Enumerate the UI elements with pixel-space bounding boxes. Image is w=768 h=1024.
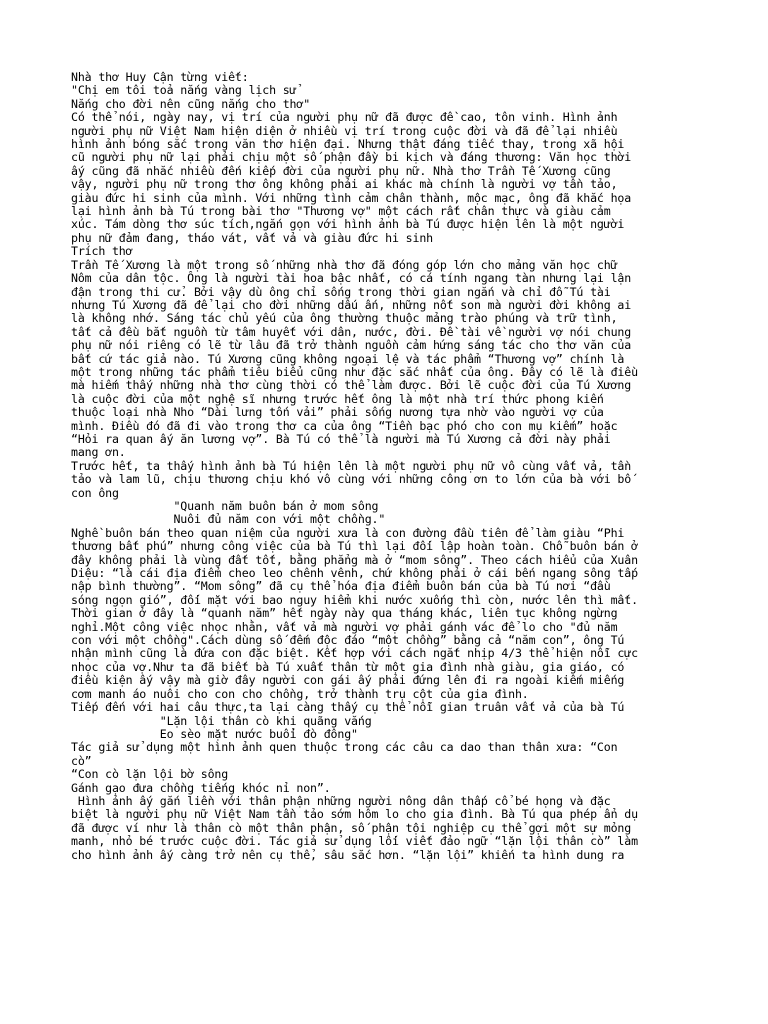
text-line: Tác giả sử dụng một hình ảnh quen thuộc trong các câu ca dao than thân xưa: “Con: [71, 740, 618, 755]
document-body: [71, 71, 761, 862]
text-line: Gánh gạo đưa chồng tiếng khóc nỉ non”.: [71, 780, 331, 795]
text-line: mang ơn.: [71, 445, 126, 460]
text-line: Hình ảnh ấy gắn liền với thân phận những người nông dân thấp cổ bé họng và đặc: [71, 793, 611, 808]
text-line: vậy, người phụ nữ trong thơ ông không phải ai khác mà chính là người vợ tần tảo,: [71, 177, 618, 192]
text-line: ấy cũng đã nhắc nhiều đến kiếp đời của người phụ nữ. Nhà thơ Trần Tế Xương cũng: [71, 163, 611, 178]
text-line: "Quanh năm buôn bán ở mom sông: [71, 499, 379, 513]
text-line: cho hình ảnh ấy càng trở nên cụ thể, sâu sắc hơn. “lặn lội” khiến ta hình dung ra: [71, 847, 625, 862]
text-line: hình ảnh bóng sắc trong văn thơ hiện đại. Nhưng thật đáng tiếc thay, trong xã hội: [71, 137, 625, 152]
text-line: con ông: [71, 485, 119, 500]
text-line: nhận mình cũng là đứa con đặc biệt. Kết hợp với cách ngắt nhịp 4/3 thể hiện nỗi cực: [71, 646, 638, 661]
text-line: con với một chồng".Cách dùng số đếm độc đáo “một chồng” bằng cả “năm con”, ông Tú: [71, 633, 625, 648]
text-line: phụ nữ nói riêng có lẽ từ lâu đã trở thành nguồn cảm hứng sáng tác cho thơ văn của: [71, 338, 632, 353]
text-line: mà hiếm thấy những nhà thơ cùng thời có thể làm được. Bởi lẽ cuộc đời của Tú Xương: [71, 378, 632, 393]
text-line: là không nhớ. Sáng tác chủ yếu của ông thường thuộc mảng trào phúng và trữ tình,: [71, 311, 618, 326]
text-line: Trước hết, ta thấy hình ảnh bà Tú hiện lên là một người phụ nữ vô cùng vất vả, tần: [71, 458, 632, 473]
text-line: nghỉ.Một công việc nhọc nhằn, vất vả mà người vợ phải gánh vác để lo cho "đủ năm: [71, 619, 618, 634]
text-line: thương bất phú” nhưng công việc của bà Tú thì lại đối lập hoàn toàn. Chỗ buôn bán ở: [71, 539, 638, 554]
text-line: tảo và lam lũ, chịu thương chịu khó vô cùng với những công ơn to lớn của bà với bố: [71, 472, 632, 487]
text-line: tất cả đều bắt nguồn từ tâm huyết với dân, nước, đời. Đề tài về người vợ nói chung: [71, 324, 632, 339]
text-line: cũ người phụ nữ lại phải chịu một số phận đầy bi kịch và đáng thương: Văn học thời: [71, 150, 632, 165]
text-line: đận trong thi cử. Bởi vậy dù ông chỉ sống trong thời gian ngắn và chỉ đỗ Tú tài: [71, 284, 611, 299]
text-line: Tiếp đến với hai câu thực,ta lại càng thấy cụ thể nỗi gian truân vất vả của bà Tú: [71, 700, 625, 715]
text-line: bất cứ tác giả nào. Tú Xương cũng không ngoại lệ và tác phẩm “Thương vợ” chính là: [71, 351, 625, 366]
text-line: manh, nhỏ bé trước cuộc đời. Tác giả sử dụng lối viết đảo ngữ “lặn lội thân cò” làm: [71, 834, 638, 849]
text-line: Nắng cho đời nên cũng nắng cho thơ": [71, 96, 311, 111]
text-line: nập bình thường”. “Mom sông” đã cụ thể hóa địa điểm buôn bán của bà Tú nơi “đầu: [71, 579, 611, 594]
text-line: Trích thơ: [71, 244, 133, 259]
text-line: giàu đức hi sinh của mình. Với những tình cảm chân thành, mộc mạc, ông đã khắc họa: [71, 190, 632, 205]
text-line: nhưng Tú Xương đã để lại cho đời những dấu ấn, những nốt son mà người đời không ai: [71, 297, 632, 312]
text-line: "Chị em tôi toả nắng vàng lịch sử: [71, 83, 297, 98]
text-line: người phụ nữ Việt Nam hiện diện ở nhiều vị trí trong cuộc đời và đã để lại nhiều: [71, 123, 618, 138]
text-line: Nuôi đủ năm con với một chồng.": [71, 512, 386, 527]
text-line: là cuộc đời của một nghệ sĩ nhưng trước hết ông là một nhà trí thức phong kiến: [71, 391, 604, 406]
text-line: Eo sèo mặt nước buổi đò đông": [71, 726, 358, 741]
text-line: nhọc của vợ.Như ta đã biết bà Tú xuất thân từ một gia đình nhà giàu, gia giáo, có: [71, 659, 625, 674]
text-line: một trong những tác phẩm tiêu biểu cũng như đặc sắc nhất của ông. Đây có lẽ là điều: [71, 364, 638, 379]
text-line: đã được ví như là thân cò một thân phận, số phận tội nghiệp cụ thể gợi một sự mỏng: [71, 820, 632, 835]
text-line: phụ nữ đảm đang, tháo vát, vất vả và giàu đức hi sinh: [71, 230, 433, 245]
text-line: mình. Điều đó đã đi vào trong thơ ca của ông “Tiền bạc phó cho con mụ kiếm” hoặc: [71, 418, 618, 433]
text-line: Nhà thơ Huy Cận từng viết:: [71, 70, 249, 84]
text-line: thuộc loại nhà Nho “Dài lưng tốn vải” phải sống nương tựa nhờ vào người vợ của: [71, 405, 604, 420]
text-line: đây không phải là vùng đất tốt, bằng phẳng mà ở “mom sông”. Theo cách hiểu của Xuân: [71, 552, 638, 567]
text-line: sóng ngọn gió”, đối mặt với bao nguy hiểm khi nước xuống thì còn, nước lên thì mất.: [71, 592, 638, 607]
text-line: xúc. Tám dòng thơ súc tích,ngắn gọn với hình ảnh bà Tú được hiện lên là một người: [71, 217, 625, 232]
text-line: Nghề buôn bán theo quan niệm của người xưa là con đường đầu tiên để làm giàu “Phi: [71, 525, 625, 540]
text-line: “Con cò lặn lội bờ sông: [71, 767, 229, 782]
text-line: cơm manh áo nuôi cho con cho chồng, trở thành trụ cột của gia đình.: [71, 686, 529, 701]
text-line: biệt là người phụ nữ Việt Nam tần tảo sớm hôm lo cho gia đình. Bà Tú qua phép ẩn dụ: [71, 807, 638, 822]
text-line: "Lặn lội thân cò khi quãng vắng: [71, 713, 372, 728]
text-line: lại hình ảnh bà Tú trong bài thơ "Thương vợ" một cách rất chân thực và giàu cảm: [71, 204, 611, 219]
text-line: cò”: [71, 753, 92, 768]
text-line: Có thể nói, ngày nay, vị trí của người phụ nữ đã được đề cao, tôn vinh. Hình ảnh: [71, 110, 618, 125]
text-line: Thời gian ở đây là “quanh năm” hết ngày này qua tháng khác, liên tục không ngừng: [71, 606, 618, 621]
text-line: Trần Tế Xương là một trong số những nhà thơ đã đóng góp lớn cho mảng văn học chữ: [71, 257, 618, 272]
text-line: điều kiện ấy vậy mà giờ đây người con gái ấy phải đứng lên đi ra ngoài kiếm miếng: [71, 673, 625, 688]
text-line: Nôm của dân tộc. Ông là người tài hoa bậc nhất, có cá tính ngang tàn nhưng lại lận: [71, 271, 632, 286]
text-line: Diệu: “là cái địa điểm cheo leo chênh vênh, chứ không phải ở cái bến ngang sông tấp: [71, 566, 638, 581]
text-line: “Hỏi ra quan ấy ăn lương vợ”. Bà Tú có thể là người mà Tú Xương cả đời này phải: [71, 431, 611, 446]
